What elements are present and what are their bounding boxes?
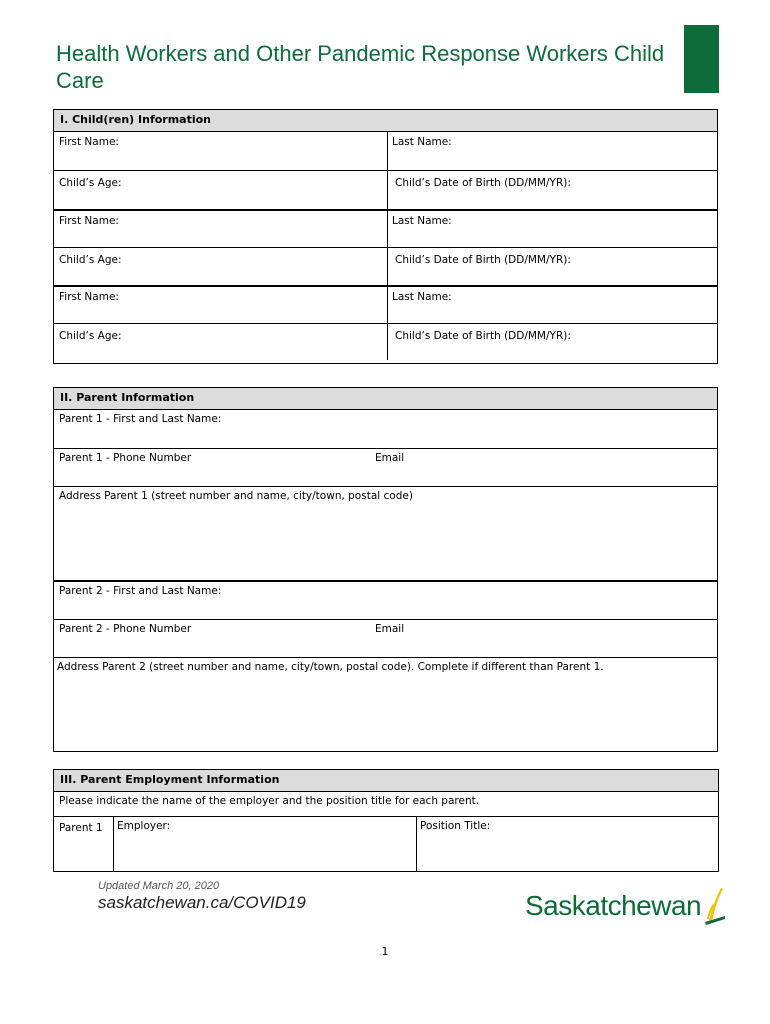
child-2-name-row: [54, 209, 717, 247]
covid19-link[interactable]: saskatchewan.ca/COVID19: [98, 893, 306, 912]
children-information-section: [53, 109, 718, 364]
last-name-field[interactable]: Last Name:: [392, 291, 452, 303]
parent-1-email-field[interactable]: Email: [375, 452, 405, 464]
wheat-icon: [703, 886, 727, 928]
child-3-name-row: [54, 285, 717, 323]
section-heading: II. Parent Information: [54, 388, 717, 410]
parent-2-address-row: [54, 657, 717, 749]
employment-instruction-row: [54, 792, 718, 816]
parent-2-name-field[interactable]: Parent 2 - First and Last Name:: [59, 585, 222, 597]
parent-1-address-row: [54, 486, 717, 580]
child-3-age-row: [54, 323, 717, 360]
last-name-field[interactable]: Last Name:: [392, 215, 452, 227]
parent-2-address-field[interactable]: Address Parent 2 (street number and name, city/town, postal code). Complete if different than Parent 1.: [57, 661, 604, 673]
child-1-name-row: [54, 132, 717, 170]
child-1-age-row: [54, 170, 717, 209]
child-2-age-row: [54, 247, 717, 285]
first-name-field[interactable]: First Name:: [59, 291, 119, 303]
employer-field[interactable]: Employer:: [117, 820, 171, 832]
brand-color-block: [684, 25, 719, 93]
parent-2-name-row: [54, 580, 717, 619]
parent-2-email-field[interactable]: Email: [375, 623, 405, 635]
parent-1-contact-row: [54, 448, 717, 486]
parent-2-phone-field[interactable]: Parent 2 - Phone Number: [59, 623, 192, 635]
childs-age-field[interactable]: Child’s Age:: [59, 254, 122, 266]
parent-1-address-field[interactable]: Address Parent 1 (street number and name, city/town, postal code): [59, 490, 413, 502]
saskatchewan-logo: [525, 886, 735, 926]
childs-dob-field[interactable]: Child’s Date of Birth (DD/MM/YR):: [395, 330, 571, 342]
first-name-field[interactable]: First Name:: [59, 136, 119, 148]
page-number: 1: [381, 945, 389, 958]
last-name-field[interactable]: Last Name:: [392, 136, 452, 148]
employment-instruction: Please indicate the name of the employer and the position title for each parent.: [59, 795, 480, 807]
section-heading: III. Parent Employment Information: [54, 770, 718, 792]
page-title: Health Workers and Other Pandemic Response Workers Child Care: [56, 41, 665, 93]
parent-1-employment-row: [54, 816, 718, 872]
parent-employment-section: [53, 769, 719, 872]
updated-date: Updated March 20, 2020: [98, 880, 220, 892]
parent-2-contact-row: [54, 619, 717, 657]
parent-1-label: Parent 1: [59, 822, 103, 834]
childs-age-field[interactable]: Child’s Age:: [59, 330, 122, 342]
parent-1-name-row: [54, 410, 717, 448]
childs-age-field[interactable]: Child’s Age:: [59, 177, 122, 189]
logo-wordmark: Saskatchewan: [525, 890, 702, 921]
section-heading: I. Child(ren) Information: [54, 110, 717, 132]
childs-dob-field[interactable]: Child’s Date of Birth (DD/MM/YR):: [395, 254, 571, 266]
first-name-field[interactable]: First Name:: [59, 215, 119, 227]
parent-1-phone-field[interactable]: Parent 1 - Phone Number: [59, 452, 192, 464]
childs-dob-field[interactable]: Child’s Date of Birth (DD/MM/YR):: [395, 177, 571, 189]
parent-information-section: [53, 387, 718, 752]
parent-1-name-field[interactable]: Parent 1 - First and Last Name:: [59, 413, 222, 425]
position-title-field[interactable]: Position Title:: [420, 820, 491, 832]
